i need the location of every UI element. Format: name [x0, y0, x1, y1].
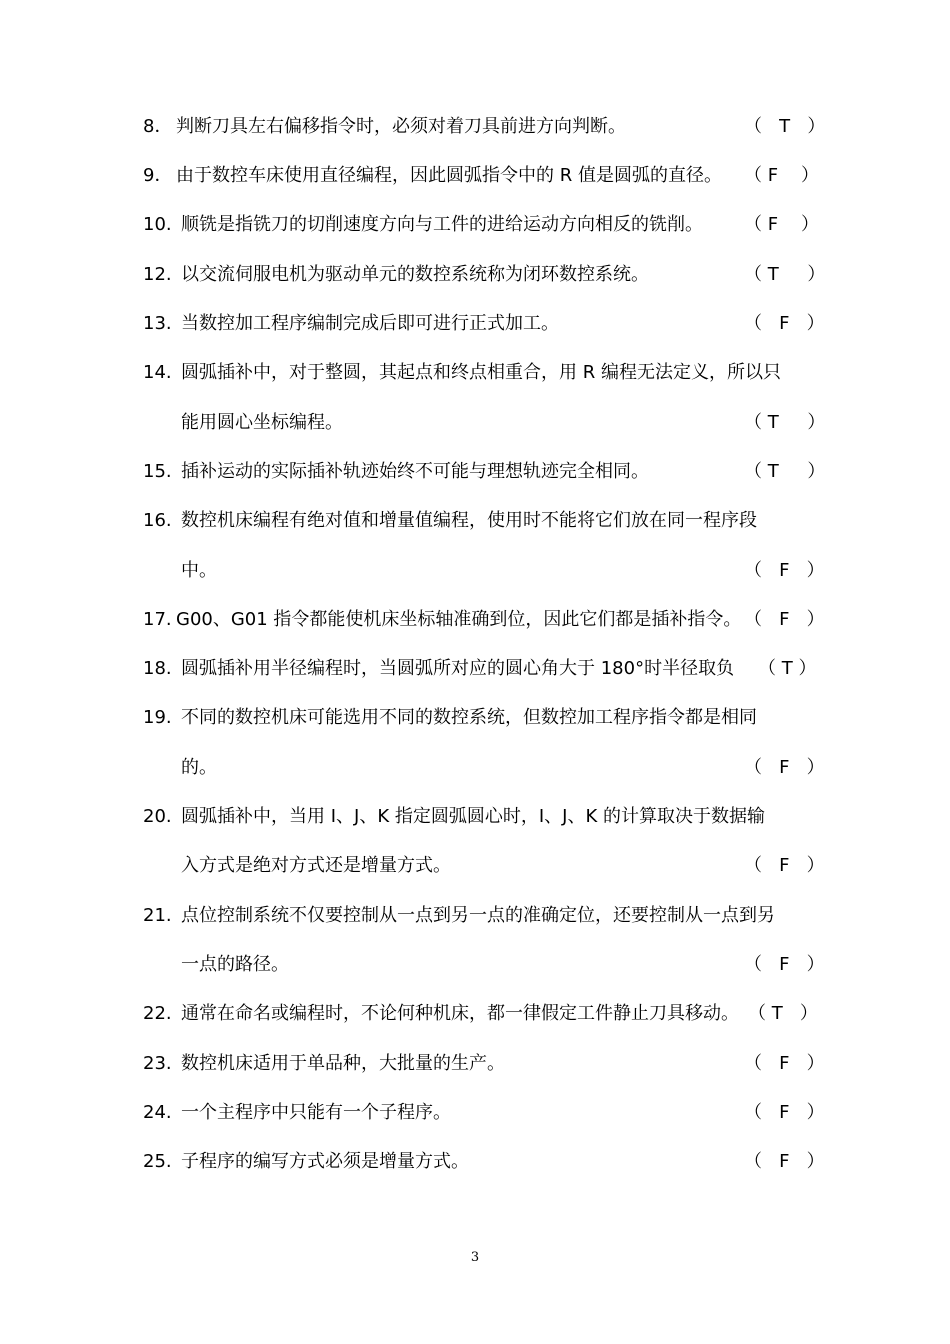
question-line — [0, 654, 950, 684]
question-text: 子程序的编写方式必须是增量方式。 — [181, 1151, 469, 1172]
question-line — [0, 802, 950, 832]
answer-mark: （ F ） — [744, 1053, 825, 1074]
question-line — [0, 703, 950, 733]
question-text: 当数控加工程序编制完成后即可进行正式加工。 — [181, 313, 559, 334]
question-text: 一个主程序中只能有一个子程序。 — [181, 1102, 451, 1123]
question-text: 点位控制系统不仅要控制从一点到另一点的准确定位，还要控制从一点到另 — [181, 905, 775, 926]
question-text: 圆弧插补中，当用 I、J、K 指定圆弧圆心时，I、J、K 的计算取决于数据输 — [181, 806, 766, 827]
page-number: 3 — [470, 1250, 480, 1265]
question-number: 20. — [143, 806, 172, 827]
question-text: 插补运动的实际插补轨迹始终不可能与理想轨迹完全相同。 — [181, 461, 649, 482]
question-continuation-line — [0, 950, 950, 980]
answer-mark: （ F ） — [744, 855, 825, 876]
question-text: 通常在命名或编程时，不论何种机床，都一律假定工件静止刀具移动。 — [181, 1003, 739, 1024]
question-continuation-line — [0, 851, 950, 881]
answer-mark: （ F ） — [744, 609, 825, 630]
question-number: 8． — [143, 116, 173, 137]
answer-mark: （ F ） — [744, 165, 819, 186]
question-number: 13. — [143, 313, 172, 334]
answer-mark: （ T ） — [744, 412, 826, 433]
question-number: 25. — [143, 1151, 172, 1172]
question-number: 16. — [143, 510, 172, 531]
question-text: 由于数控车床使用直径编程，因此圆弧指令中的 R 值是圆弧的直径。 — [176, 165, 722, 186]
question-text-continuation: 中。 — [181, 560, 217, 581]
question-number: 22. — [143, 1003, 172, 1024]
question-line — [0, 901, 950, 931]
question-number: 23. — [143, 1053, 172, 1074]
question-line — [0, 457, 950, 487]
question-line — [0, 309, 950, 339]
question-text: 圆弧插补用半径编程时，当圆弧所对应的圆心角大于 180°时半径取负 — [181, 658, 735, 679]
question-number: 21. — [143, 905, 172, 926]
question-text-continuation: 入方式是绝对方式还是增量方式。 — [181, 855, 451, 876]
answer-mark: （ F ） — [744, 757, 825, 778]
answer-mark: （ T ） — [758, 658, 817, 679]
question-number: 15. — [143, 461, 172, 482]
question-text: G00、G01 指令都能使机床坐标轴准确到位，因此它们都是插补指令。 — [176, 609, 742, 630]
answer-mark: （ F ） — [744, 1151, 825, 1172]
answer-mark: （ F ） — [744, 313, 825, 334]
answer-mark: （ T ） — [748, 1003, 818, 1024]
question-number: 9． — [143, 165, 173, 186]
question-text: 判断刀具左右偏移指令时，必须对着刀具前进方向判断。 — [176, 116, 626, 137]
question-line — [0, 260, 950, 290]
question-number: 12. — [143, 264, 172, 285]
question-text-continuation: 一点的路径。 — [181, 954, 289, 975]
question-line — [0, 1147, 950, 1177]
question-number: 14. — [143, 362, 172, 383]
answer-mark: （ F ） — [744, 1102, 825, 1123]
question-text: 数控机床编程有绝对值和增量值编程，使用时不能将它们放在同一程序段 — [181, 510, 757, 531]
question-continuation-line — [0, 556, 950, 586]
question-line — [0, 506, 950, 536]
question-line — [0, 1049, 950, 1079]
question-line — [0, 999, 950, 1029]
question-text-continuation: 能用圆心坐标编程。 — [181, 412, 343, 433]
question-line — [0, 161, 950, 191]
question-line — [0, 112, 950, 142]
question-text: 不同的数控机床可能选用不同的数控系统，但数控加工程序指令都是相同 — [181, 707, 757, 728]
question-text: 圆弧插补中，对于整圆，其起点和终点相重合，用 R 编程无法定义，所以只 — [181, 362, 781, 383]
question-number: 18. — [143, 658, 172, 679]
answer-mark: （ T ） — [744, 264, 826, 285]
question-text-continuation: 的。 — [181, 757, 217, 778]
answer-mark: （ F ） — [744, 214, 819, 235]
question-line — [0, 1098, 950, 1128]
question-number: 17. — [143, 609, 172, 630]
question-number: 24. — [143, 1102, 172, 1123]
question-number: 19. — [143, 707, 172, 728]
answer-mark: （ F ） — [744, 560, 825, 581]
question-continuation-line — [0, 753, 950, 783]
answer-mark: （ F ） — [744, 954, 825, 975]
question-text: 以交流伺服电机为驱动单元的数控系统称为闭环数控系统。 — [181, 264, 649, 285]
question-continuation-line — [0, 408, 950, 438]
question-line — [0, 210, 950, 240]
question-text: 数控机床适用于单品种，大批量的生产。 — [181, 1053, 505, 1074]
answer-mark: （ T ） — [744, 116, 826, 137]
question-line — [0, 358, 950, 388]
answer-mark: （ T ） — [744, 461, 826, 482]
question-number: 10. — [143, 214, 172, 235]
question-text: 顺铣是指铣刀的切削速度方向与工件的进给运动方向相反的铣削。 — [181, 214, 703, 235]
question-line — [0, 605, 950, 635]
